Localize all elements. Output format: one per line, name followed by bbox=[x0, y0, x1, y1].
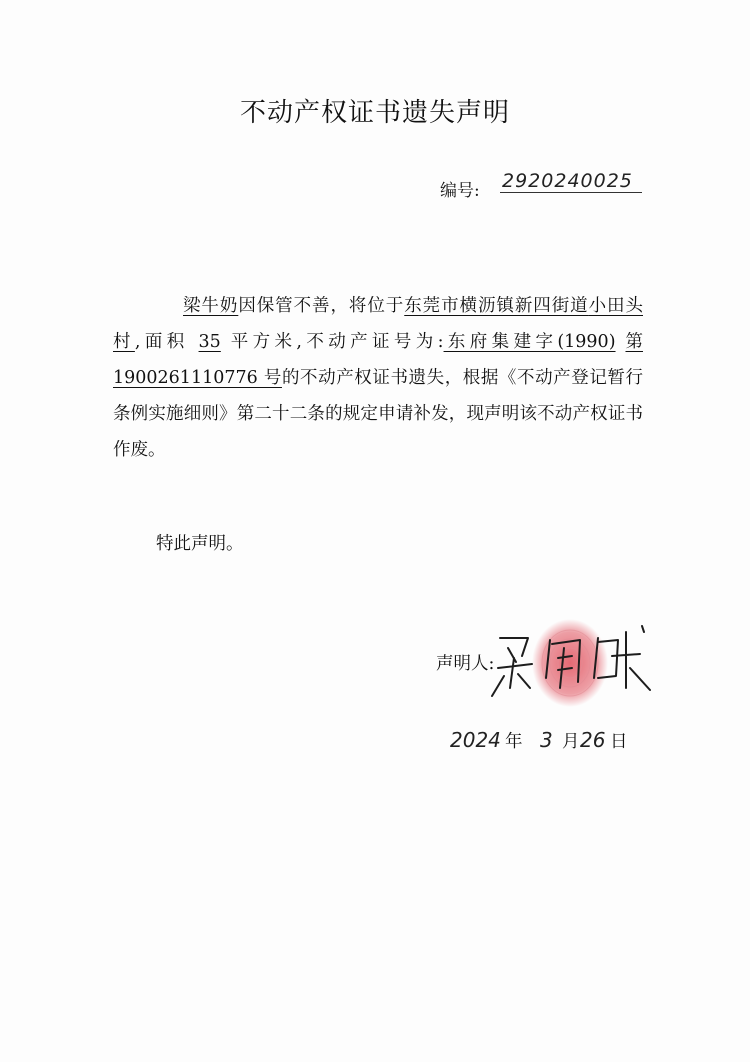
property-address-1: 东莞市横沥镇新四街道 bbox=[404, 296, 589, 316]
body-text-4: 的不动产权证书遗失，根据《不动产登记暂行条例实施细则》第二十二条的规定申请补发，现声明该不动产权证书作废。 bbox=[113, 368, 643, 460]
property-address-2: 小田头村 bbox=[113, 296, 643, 352]
date-year-suffix: 年 bbox=[505, 732, 523, 752]
declaration-paragraph bbox=[113, 288, 643, 468]
date-month: 3 bbox=[540, 728, 553, 752]
certificate-number-2: 第 1900261110776 号 bbox=[113, 332, 643, 388]
date-day: 26 bbox=[580, 728, 606, 752]
date-year: 2024 bbox=[450, 728, 501, 752]
date-month-suffix: 月 bbox=[562, 732, 580, 752]
owner-name: 梁牛奶 bbox=[183, 296, 239, 316]
body-text-3: 平方米,不动产证号为: bbox=[230, 332, 444, 352]
declarant-block bbox=[436, 640, 666, 700]
number-label: 编号: bbox=[440, 181, 480, 201]
document-title: 不动产权证书遗失声明 bbox=[239, 98, 510, 128]
signature-with-fingerprint bbox=[480, 618, 660, 708]
date-day-suffix: 日 bbox=[610, 732, 628, 752]
number-value: 2920240025 bbox=[500, 170, 642, 193]
declaration-body bbox=[113, 288, 643, 468]
property-area: 35 bbox=[198, 332, 221, 352]
signing-date bbox=[450, 722, 650, 762]
body-text-2: ,面积 bbox=[134, 332, 189, 352]
certificate-number-1: 东府集建字(1990) bbox=[443, 332, 616, 352]
fingerprint-seal bbox=[532, 619, 608, 707]
document-number-row bbox=[440, 170, 640, 200]
declarant-label: 声明人: bbox=[436, 654, 495, 674]
body-text-1: 因保管不善，将位于 bbox=[238, 296, 405, 316]
closing-statement: 特此声明。 bbox=[156, 534, 244, 554]
